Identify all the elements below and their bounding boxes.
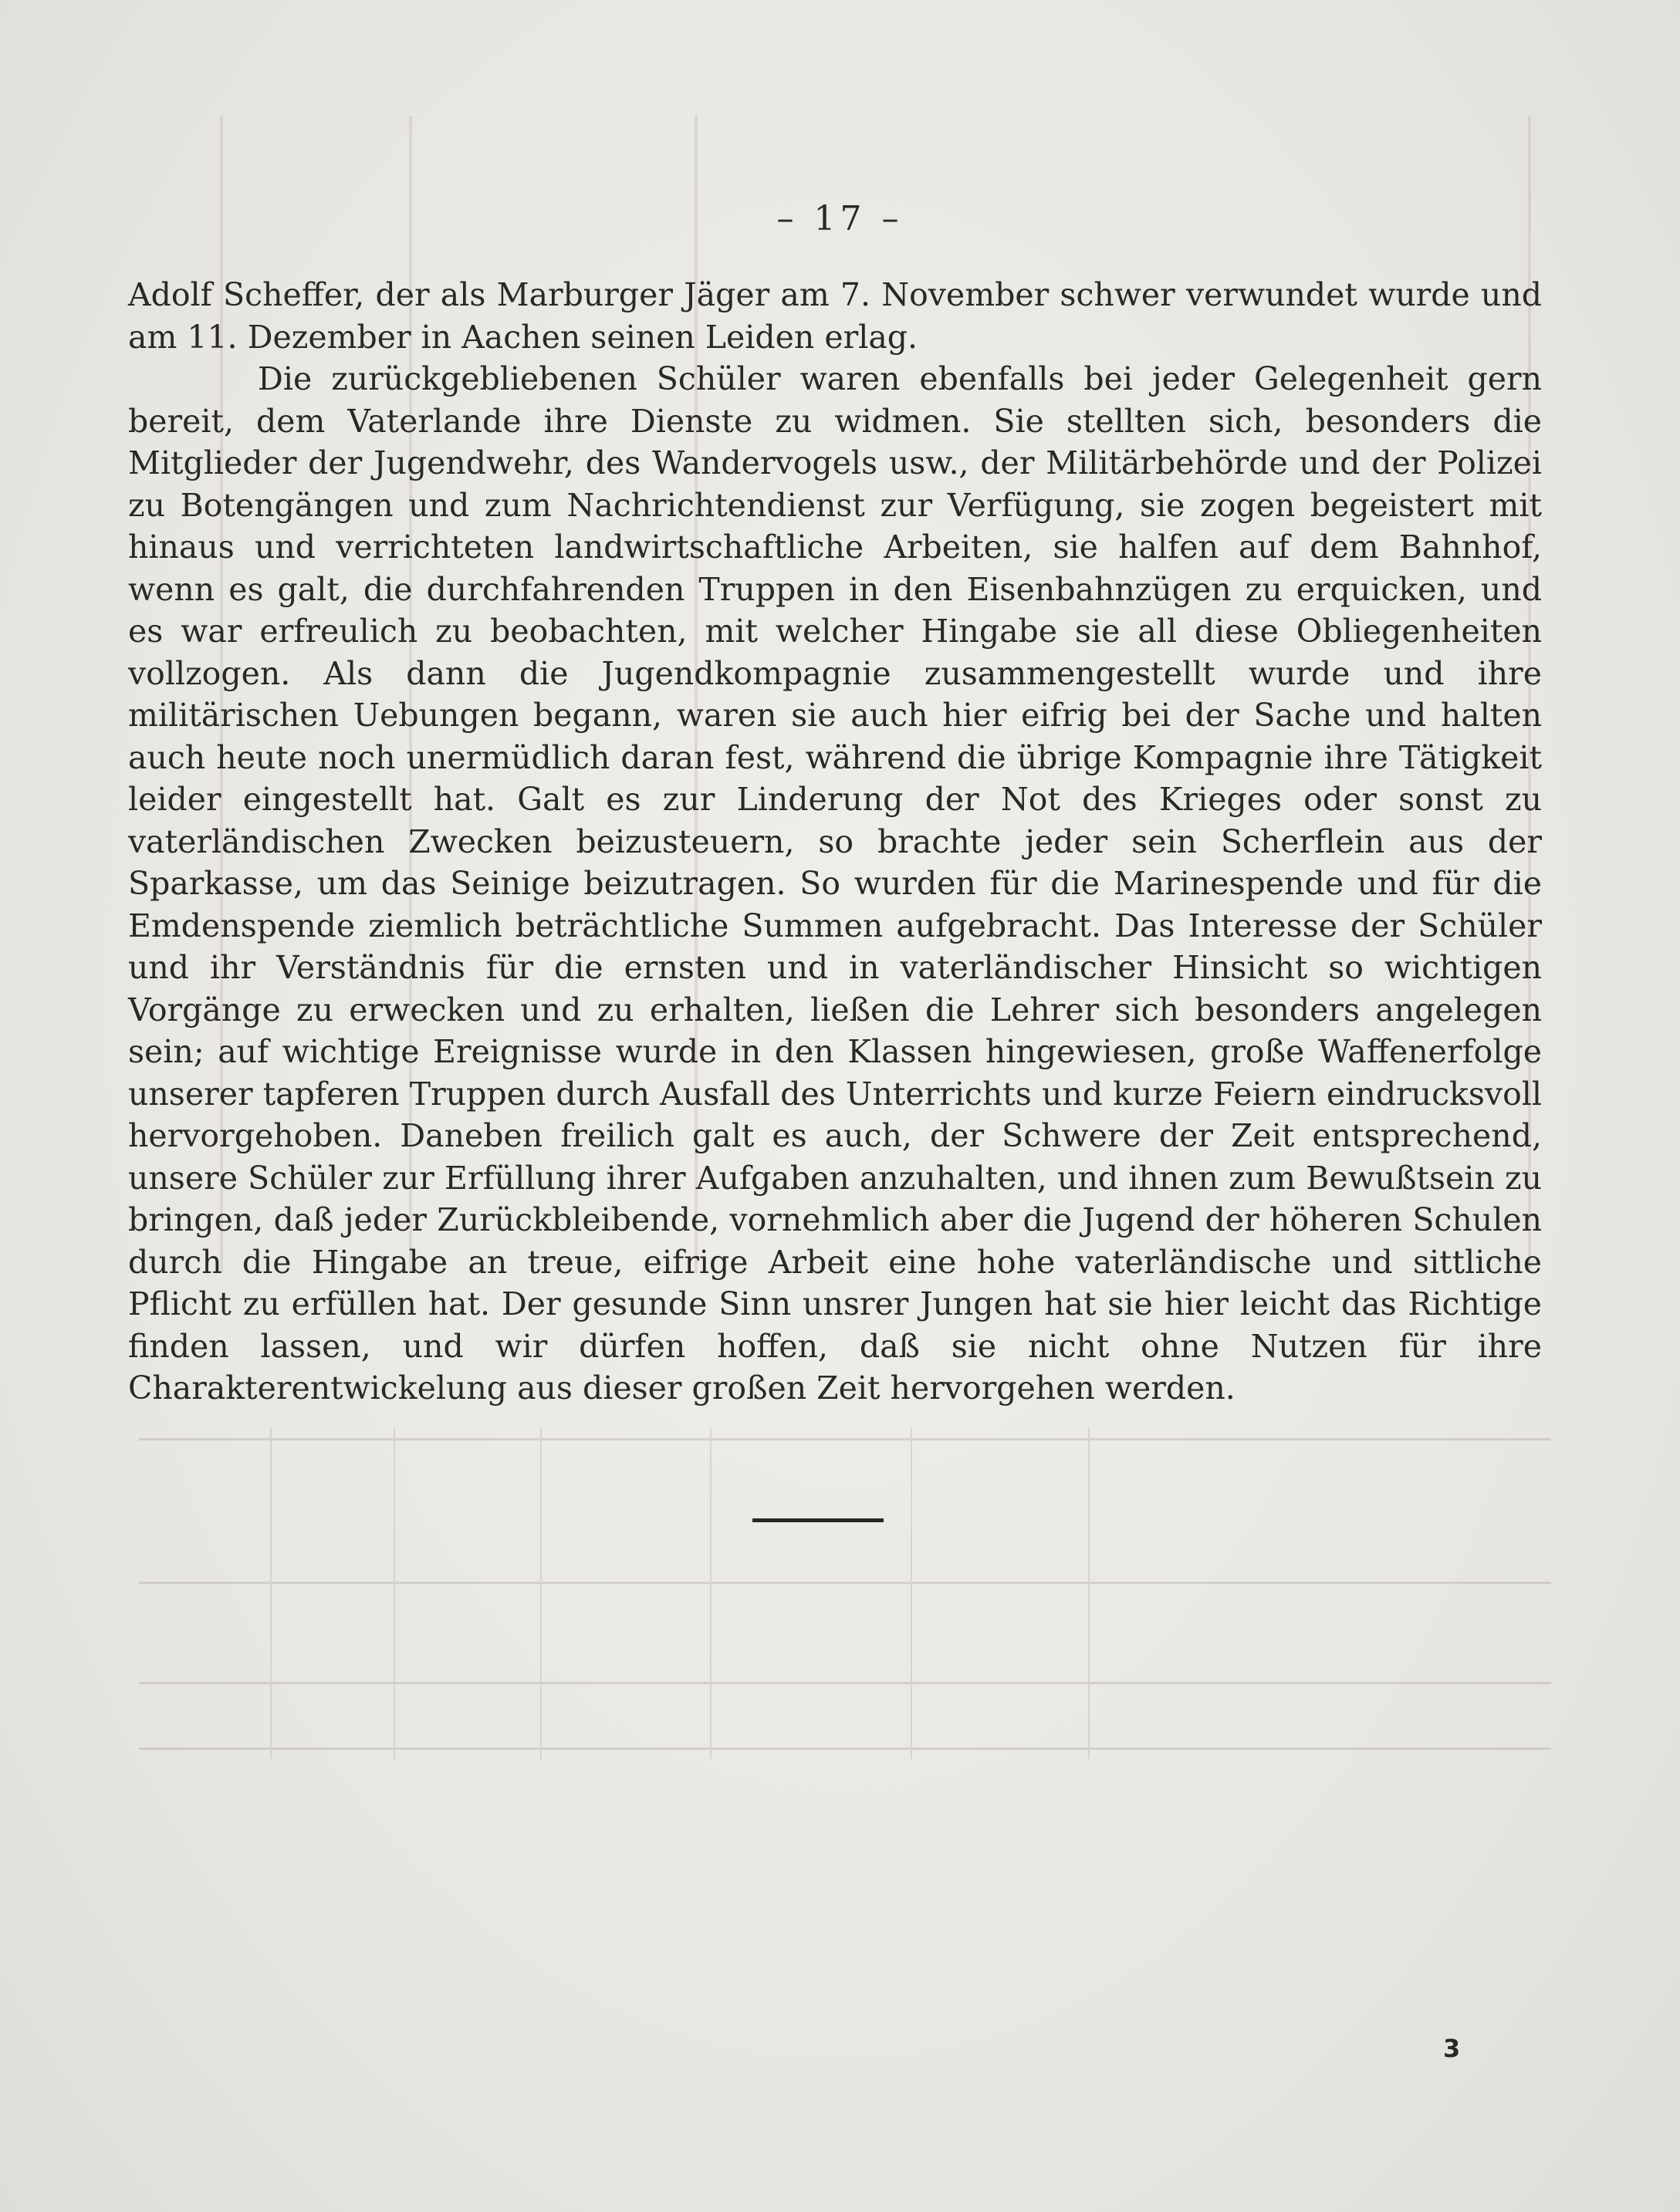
- paragraph-2: Die zurückgebliebenen Schüler waren ebenfalls bei jeder Gelegenheit gern bereit, dem Vaterlande ihre Dienste zu widmen. Sie stellten sich, besonders die Mitglieder der Jugendwehr, des Wandervogels usw., der Militärbehörde und der Polizei zu Botengängen und zum Nachrichtendienst zur Verfügung, sie zogen begeistert mit hinaus und verrichteten landwirtschaftliche Arbeiten, sie halfen auf dem Bahnhof, wenn es galt, die durchfahrenden Truppen in den Eisenbahnzügen zu erquicken, und es war erfreulich zu beobachten, mit welcher Hingabe sie all diese Obliegenheiten vollzogen. Als dann die Jugendkompagnie zusammengestellt wurde und ihre militärischen Uebungen begann, waren sie auch hier eifrig bei der Sache und halten auch heute noch unermüdlich daran fest, während die übrige Kompagnie ihre Tätigkeit leider eingestellt hat. Galt es zur Linderung der Not des Krieges oder sonst zu vaterländischen Zwecken beizusteuern, so brachte jeder sein Scherflein aus der Sparkasse, um das Seinige beizutragen. So wurden für die Marinespende und für die Emdenspende ziemlich beträchtliche Summen aufgebracht. Das Interesse der Schüler und ihr Verständnis für die ernsten und in vaterländischer Hinsicht so wichtigen Vorgänge zu erwecken und zu erhalten, ließen die Lehrer sich besonders angelegen sein; auf wichtige Ereignisse wurde in den Klassen hingewiesen, große Waffenerfolge unserer tapferen Truppen durch Ausfall des Unterrichts und kurze Feiern eindrucksvoll hervorgehoben. Daneben freilich galt es auch, der Schwere der Zeit entsprechend, unsere Schüler zur Erfüllung ihrer Aufgaben anzuhalten, und ihnen zum Bewußtsein zu bringen, daß jeder Zurückbleibende, vornehmlich aber die Jugend der höheren Schulen durch die Hingabe an treue, eifrige Arbeit eine hohe vaterländische und sittliche Pflicht zu erfüllen hat. Der gesunde Sinn unsrer Jungen hat sie hier leicht das Richtige finden lassen, und wir dürfen hoffen, daß sie nicht ohne Nutzen für ihre Charakterentwickelung aus dieser großen Zeit hervorgehen werden.: [128, 360, 1542, 1407]
- show-through-table: [139, 1427, 1551, 1759]
- paragraph-1: Adolf Scheffer, der als Marburger Jäger am 7. November schwer verwundet wurde und am 11. Dezember in Aachen seinen Leiden erlag.: [128, 276, 1542, 356]
- page-number: – 17 –: [776, 199, 904, 238]
- section-rule: [752, 1518, 884, 1522]
- body-text: [128, 274, 1542, 1410]
- sheet-mark: 3: [1443, 2034, 1461, 2063]
